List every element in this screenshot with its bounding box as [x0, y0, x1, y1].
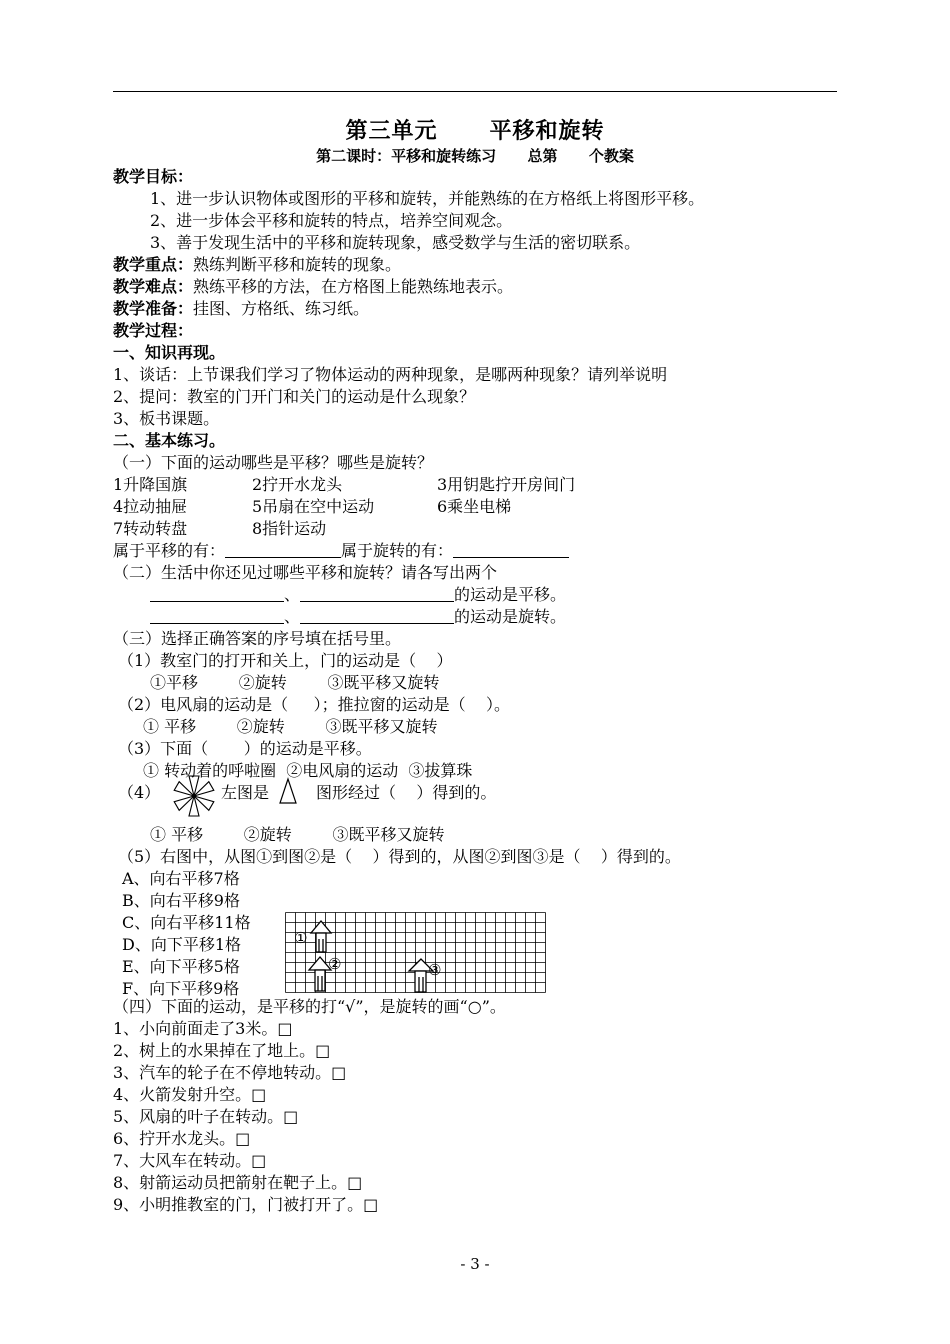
- goal-item: 2、进一步体会平移和旋转的特点，培养空间观念。: [150, 211, 513, 230]
- triangle-figure: [277, 777, 299, 805]
- q2-blank[interactable]: [150, 607, 284, 624]
- page-subtitle: 第二课时：平移和旋转练习 总第 个教案: [316, 147, 634, 165]
- difficulty-text: 熟练平移的方法，在方格图上能熟练地表示。: [193, 277, 514, 296]
- goals-label: 教学目标：: [113, 167, 194, 186]
- q1-option: 2拧开水龙头: [252, 475, 343, 494]
- q1-answer-line: [113, 540, 569, 562]
- q2-blank[interactable]: [150, 585, 284, 602]
- q1-option: 5吊扇在空中运动: [252, 497, 375, 516]
- part1-item: 2、提问：教室的门开门和关门的运动是什么现象？: [113, 387, 476, 406]
- q2-blank[interactable]: [300, 607, 454, 624]
- q3-sub5-option: B、向右平移9格: [122, 891, 240, 910]
- q1-option: 3用钥匙拧开房间门: [437, 475, 576, 494]
- key-point-label: 教学重点：: [113, 255, 194, 274]
- q3-sub5: （5）右图中，从图①到图②是（ ）得到的，从图②到图③是（ ）得到的。: [118, 847, 681, 866]
- grid-label-3: ③: [428, 961, 442, 979]
- q3-sub4-text-a: 左图是: [221, 783, 270, 802]
- part1-item: 3、板书课题。: [113, 409, 220, 428]
- q2-translate-suffix: 的运动是平移。: [454, 585, 567, 604]
- translate-blank[interactable]: [225, 541, 341, 558]
- q4-item: 6、拧开水龙头。□: [113, 1129, 251, 1148]
- q1-option: 6乘坐电梯: [437, 497, 512, 516]
- q2-sep: 、: [284, 607, 301, 626]
- difficulty: [113, 276, 513, 298]
- q3-sub4-text-b: 图形经过（ ）得到的。: [316, 783, 497, 802]
- q3-sub5-option: A、向右平移7格: [122, 869, 240, 888]
- key-point-text: 熟练判断平移和旋转的现象。: [193, 255, 402, 274]
- q2-sep: 、: [284, 585, 301, 604]
- prep-label: 教学准备：: [113, 299, 194, 318]
- grid-label-2: ②: [328, 955, 342, 973]
- q2-rotate-suffix: 的运动是旋转。: [454, 607, 567, 626]
- q3-sub1: （1）教室门的打开和关上，门的运动是（ ）: [118, 651, 453, 670]
- arrow-shape-1: [311, 921, 331, 952]
- q4-item: 1、小向前面走了3米。□: [113, 1019, 293, 1038]
- q4-item: 8、射箭运动员把箭射在靶子上。□: [113, 1173, 363, 1192]
- part1-heading: 一、知识再现。: [113, 343, 226, 362]
- q3-sub5-option: C、向右平移11格: [122, 913, 251, 932]
- grid-label-1: ①: [294, 929, 308, 947]
- q4-item: 9、小明推教室的门，门被打开了。□: [113, 1195, 379, 1214]
- q2-blank[interactable]: [300, 585, 454, 602]
- q4-title: （四）下面的运动，是平移的打“√”，是旋转的画“○”。: [113, 997, 506, 1016]
- q1-title: （一）下面的运动哪些是平移？哪些是旋转？: [113, 453, 434, 472]
- difficulty-label: 教学难点：: [113, 277, 194, 296]
- q4-item: 2、树上的水果掉在了地上。□: [113, 1041, 331, 1060]
- q3-sub5-option: E、向下平移5格: [122, 957, 240, 976]
- translate-label: 属于平移的有：: [113, 541, 226, 560]
- header-rule: [113, 91, 837, 92]
- pinwheel-figure: [173, 775, 215, 817]
- q3-sub5-option: F、向下平移9格: [122, 979, 240, 998]
- q4-item: 3、汽车的轮子在不停地转动。□: [113, 1063, 347, 1082]
- translation-grid: [285, 912, 547, 994]
- q3-sub2: （2）电风扇的运动是（ ）；推拉窗的运动是（ ）。: [118, 695, 510, 714]
- q1-option: 4拉动抽屉: [113, 497, 188, 516]
- prep-text: 挂图、方格纸、练习纸。: [193, 299, 370, 318]
- q1-option: 1升降国旗: [113, 475, 188, 494]
- page-number: - 3 -: [460, 1255, 490, 1273]
- q3-sub2-options: ① 平移 ②旋转 ③既平移又旋转: [143, 717, 438, 736]
- goal-item: 3、善于发现生活中的平移和旋转现象，感受数学与生活的密切联系。: [150, 233, 641, 252]
- page-title: 第三单元 平移和旋转: [345, 119, 605, 144]
- process-label: 教学过程：: [113, 321, 194, 340]
- q3-sub3: （3）下面（ ）的运动是平移。: [118, 739, 372, 758]
- q3-title: （三）选择正确答案的序号填在括号里。: [113, 629, 402, 648]
- q3-sub4-number: （4）: [118, 783, 161, 802]
- q1-option: 8指针运动: [252, 519, 327, 538]
- part1-item: 1、谈话：上节课我们学习了物体运动的两种现象，是哪两种现象？请列举说明: [113, 365, 668, 384]
- q2-rotate-line: [150, 606, 566, 628]
- q3-sub1-options: ①平移 ②旋转 ③既平移又旋转: [150, 673, 440, 692]
- q1-option: 7转动转盘: [113, 519, 188, 538]
- q3-sub3-options: ① 转动着的呼啦圈 ②电风扇的运动 ③拔算珠: [143, 761, 473, 780]
- q2-title: （二）生活中你还见过哪些平移和旋转？请各写出两个: [113, 563, 498, 582]
- q2-translate-line: [150, 584, 566, 606]
- q3-sub5-option: D、向下平移1格: [122, 935, 242, 954]
- part2-heading: 二、基本练习。: [113, 431, 226, 450]
- q4-item: 4、火箭发射升空。□: [113, 1085, 267, 1104]
- goal-item: 1、进一步认识物体或图形的平移和旋转，并能熟练的在方格纸上将图形平移。: [150, 189, 705, 208]
- q4-item: 7、大风车在转动。□: [113, 1151, 267, 1170]
- q3-sub4-options: ① 平移 ②旋转 ③既平移又旋转: [150, 825, 445, 844]
- rotate-blank[interactable]: [453, 541, 569, 558]
- q4-item: 5、风扇的叶子在转动。□: [113, 1107, 299, 1126]
- key-point: [113, 254, 401, 276]
- rotate-label: 属于旋转的有：: [341, 541, 454, 560]
- preparation: [113, 298, 369, 320]
